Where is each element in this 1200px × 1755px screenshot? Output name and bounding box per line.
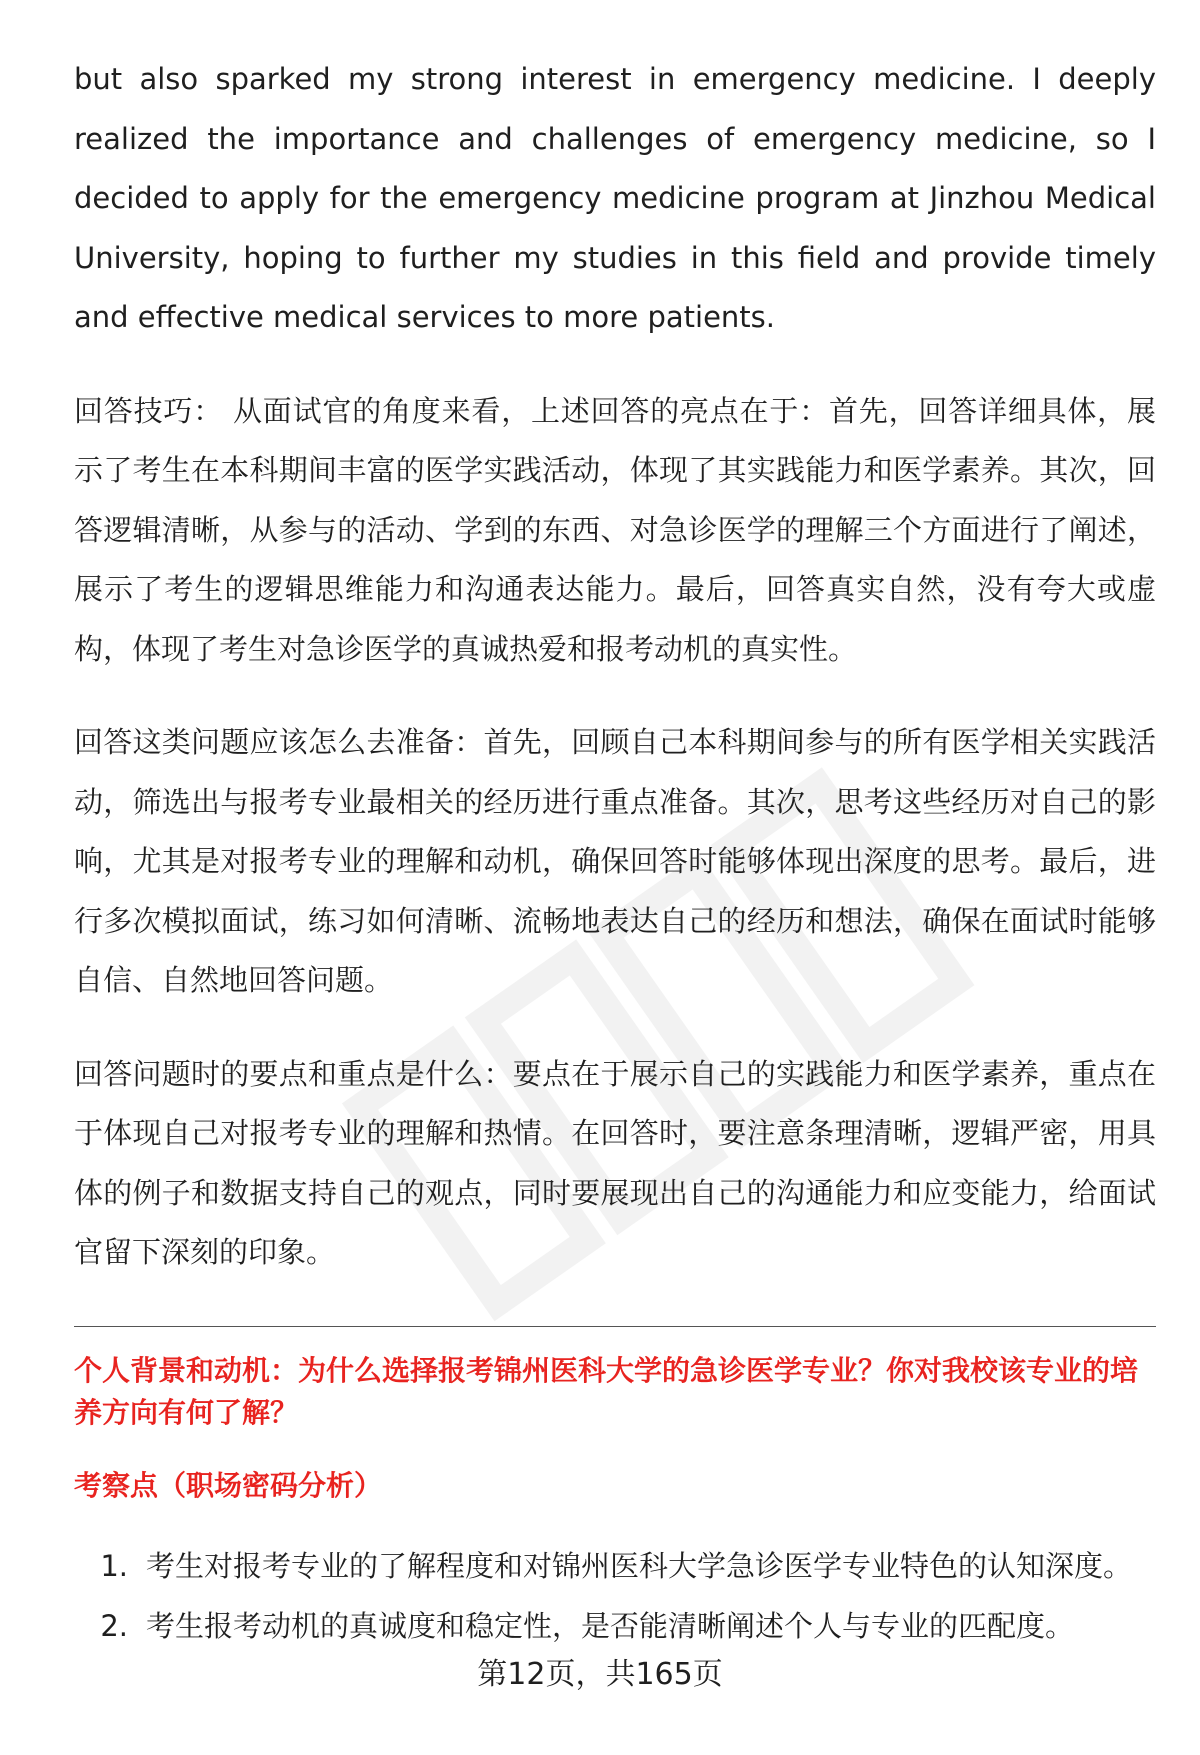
list-item-text: 考生对报考专业的了解程度和对锦州医科大学急诊医学专业特色的认知深度。 bbox=[146, 1549, 1133, 1583]
intro-english-paragraph: but also sparked my strong interest in emergency medicine. I deeply realized the importance and challenges of emergency medicine, so I decided to apply for the emergency medicine program at Jinzhou Medical University, hoping to further my studies in this field and provide timely and effective medical services to more patients. bbox=[74, 62, 1156, 334]
section-divider bbox=[74, 1326, 1156, 1327]
assessment-list bbox=[74, 1536, 1156, 1656]
question-heading: 个人背景和动机：为什么选择报考锦州医科大学的急诊医学专业？你对我校该专业的培养方向有何了解？ bbox=[74, 1354, 1139, 1429]
preparation-paragraph: 回答这类问题应该怎么去准备：首先，回顾自己本科期间参与的所有医学相关实践活动，筛选出与报考专业最相关的经历进行重点准备。其次，思考这些经历对自己的影响，尤其是对报考专业的理解和动机，确保回答时能够体现出深度的思考。最后，进行多次模拟面试，练习如何清晰、流畅地表达自己的经历和想法，确保在面试时能够自信、自然地回答问题。 bbox=[74, 725, 1156, 997]
document-body bbox=[74, 50, 1156, 1317]
list-item bbox=[74, 1536, 1156, 1596]
list-item-text: 考生报考动机的真诚度和稳定性，是否能清晰阐述个人与专业的匹配度。 bbox=[146, 1609, 1075, 1643]
key-points-paragraph: 回答问题时的要点和重点是什么：要点在于展示自己的实践能力和医学素养，重点在于体现自己对报考专业的理解和热情。在回答时，要注意条理清晰，逻辑严密，用具体的例子和数据支持自己的观点，同时要展现出自己的沟通能力和应变能力，给面试官留下深刻的印象。 bbox=[74, 1056, 1156, 1269]
section-title: 考察点（职场密码分析） bbox=[74, 1469, 383, 1502]
list-item-number: 2. bbox=[100, 1609, 128, 1643]
list-item-number: 1. bbox=[100, 1549, 128, 1583]
list-item bbox=[74, 1596, 1156, 1656]
answer-tips-paragraph: 回答技巧： 从面试官的角度来看，上述回答的亮点在于：首先，回答详细具体，展示了考生在本科期间丰富的医学实践活动，体现了其实践能力和医学素养。其次，回答逻辑清晰，从参与的活动、学到的东西、对急诊医学的理解三个方面进行了阐述，展示了考生的逻辑思维能力和沟通表达能力。最后，回答真实自然，没有夸大或虚构，体现了考生对急诊医学的真诚热爱和报考动机的真实性。 bbox=[74, 393, 1156, 666]
page-footer: 第12页，共165页 bbox=[477, 1657, 723, 1692]
